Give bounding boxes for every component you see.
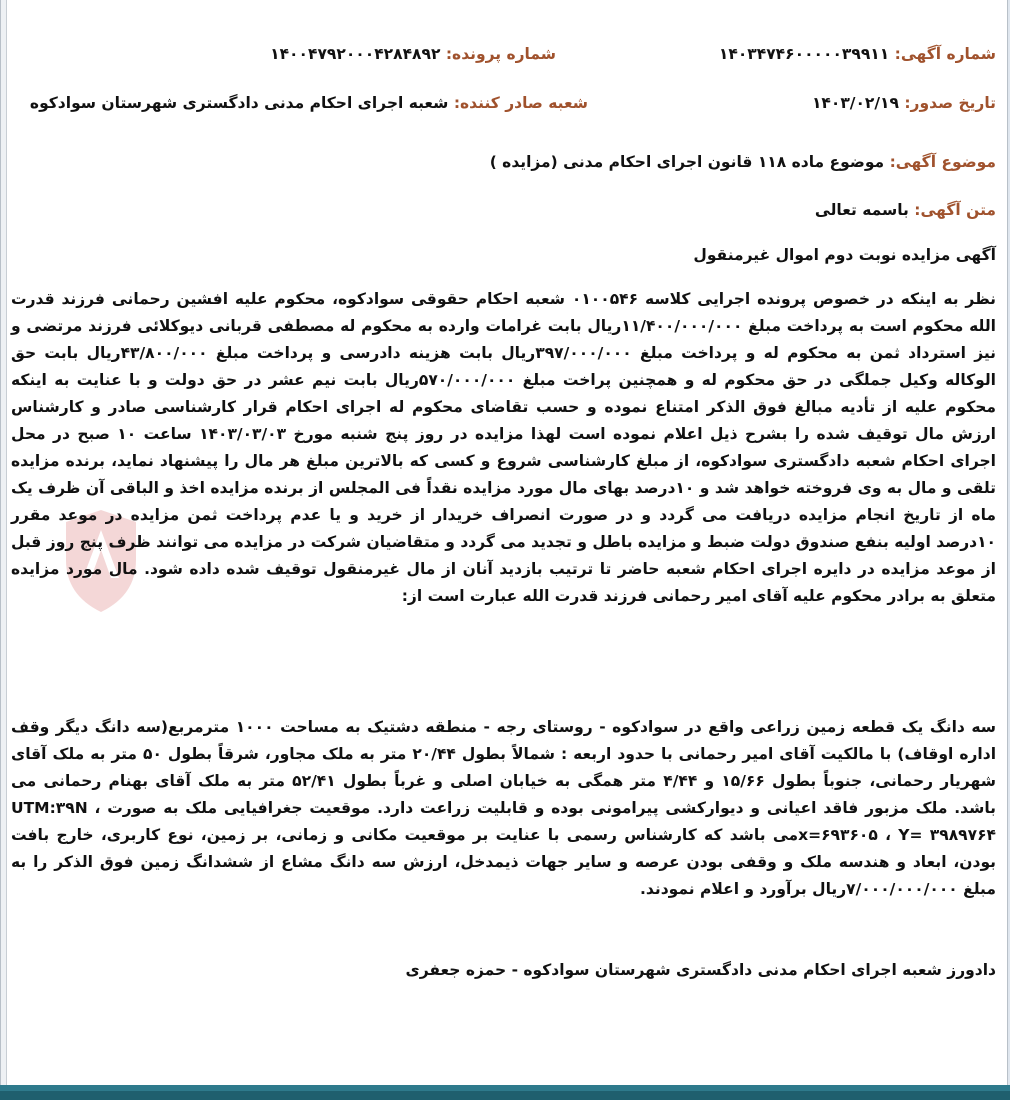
left-frame-edge (1, 0, 7, 1085)
text-row (11, 197, 996, 227)
announcement-content (11, 0, 996, 1085)
signature-line: دادورز شعبه اجرای احکام مدنی دادگستری شهرستان سوادکوه - حمزه جعفری (405, 961, 996, 979)
announcement-paragraph-1: نظر به اینکه در خصوص پرونده اجرایی کلاسه ۰۱۰۰۵۴۶ شعبه احکام حقوقی سوادکوه، محکوم علیه افشین رحمانی فرزند قدرت الله محکوم است به پرداخت مبلغ ۱۱/۴۰۰/۰۰۰/۰۰۰ریال بابت غرامات وارده به محکوم له مصطفی قربانی دیوکلائی فرزند مرتضی و نیز استرداد ثمن به محکوم له و پرداخت مبلغ ۳۹۷/۰۰۰/۰۰۰ریال بابت هزینه دادرسی و پرداخت مبلغ ۴۳/۸۰۰/۰۰۰ریال بابت حق الوکاله وکیل جملگی در حق محکوم له و همچنین پراخت مبلغ ۵۷۰/۰۰۰/۰۰۰ریال بابت نیم عشر در حق دولت و با عنایت به اینکه محکوم علیه از تأدیه مبالغ فوق الذکر امتناع نموده و حسب تقاضای محکوم له اجرای احکام قرار کارشناسی صادر و کارشناس ارزش مال توقیف شده را بشرح ذیل اعلام نموده است لهذا مزایده در روز پنج شنبه مورخ ۱۴۰۳/۰۳/۰۳ ساعت ۱۰ صبح در محل اجرای احکام شعبه دادگستری سوادکوه، از مبلغ کارشناسی شروع و کسی که بالاترین مبلغ هر مال را پیشنهاد نماید، برنده مزایده تلقی و مال به وی فروخته خواهد شد و ۱۰درصد بهای مال مورد مزایده نقداً فی المجلس از برنده مزایده اخذ و الباقی آن ظرف یک ماه از تاریخ انجام مزایده دریافت می گردد و در صورت انصراف خریدار از خرید و یا عدم پرداخت ثمن مزایده در موعد مقرر ۱۰درصد اولیه بنفع صندوق دولت ضبط و مزایده باطل و تجدید می گردد و متقاضیان شرکت در مزایده می توانند ظرف پنج روز قبل از موعد مزایده در دایره اجرای احکام شعبه حاضر تا ترتیب بازدید آنان از مال غیرمنقول توقیف شده داده شود. مال مورد مزایده متعلق به برادر محکوم علیه آقای امیر رحمانی فرزند قدرت الله عبارت است از: (11, 290, 996, 605)
ad-number (719, 41, 996, 68)
issuer (30, 90, 588, 117)
subject (490, 149, 996, 176)
issue-date (812, 90, 996, 117)
text-intro (815, 197, 996, 224)
case-number-label: شماره پرونده: (445, 45, 556, 63)
issuer-label: شعبه صادر کننده: (453, 94, 588, 112)
header-row-2 (11, 90, 996, 120)
case-number (270, 41, 556, 68)
subject-label: موضوع آگهی: (889, 153, 996, 171)
announcement-heading: آگهی مزایده نوبت دوم اموال غیرمنقول (693, 246, 996, 264)
text-label: متن آگهی: (914, 201, 996, 219)
ad-number-value: ۱۴۰۳۴۷۴۶۰۰۰۰۰۳۹۹۱۱ (718, 45, 890, 63)
bottom-taskbar-shadow (0, 1091, 1010, 1100)
subject-row (11, 149, 996, 179)
issuer-value: شعبه اجرای احکام مدنی دادگستری شهرستان سوادکوه (29, 94, 449, 112)
text-value: باسمه تعالی (814, 201, 909, 219)
announcement-paragraph-2: سه دانگ یک قطعه زمین زراعی واقع در سوادکوه - روستای رجه - منطقه دشتیک به مساحت ۱۰۰۰ مترمربع(سه دانگ دیگر وقف اداره اوقاف) با مالکیت آقای امیر رحمانی با حدود اربعه : شمالاً بطول ۲۰/۴۴ متر به ملک مجاور، شرقاً بطول ۵۰ متر به ملک آقای شهریار رحمانی، جنوباً بطول ۱۵/۶۶ و ۴/۴۴ متر همگی به خیابان اصلی و غرباً بطول ۵۲/۴۱ متر به ملک آقای بهنام رحمانی می باشد. ملک مزبور فاقد اعیانی و دیوارکشی پیرامونی بوده و قابلیت زراعت دارد. موقعیت جغرافیایی ملک به صورت UTM:۳۹N ، x=۶۹۳۶۰۵ ، Y= ۳۹۸۹۷۶۴می باشد که کارشناس رسمی با عنایت بر موقعیت مکانی و زمانی، بر زمین، نوع کاربری، خارج بافت بودن، ابعاد و هندسه ملک و وقفی بودن عرصه و سایر جهات ذیمدخل، ارزش سه دانگ مشاع از ششدانگ زمین فوق الذکر را به مبلغ ۷/۰۰۰/۰۰۰/۰۰۰ریال برآورد و اعلام نمودند. (11, 718, 997, 898)
issue-date-value: ۱۴۰۳/۰۲/۱۹ (811, 94, 899, 112)
case-number-value: ۱۴۰۰۴۷۹۲۰۰۰۴۲۸۴۸۹۲ (270, 45, 441, 63)
issue-date-label: تاریخ صدور: (904, 94, 996, 112)
header-row-1 (11, 41, 996, 71)
subject-value: موضوع ماده ۱۱۸ قانون اجرای احکام مدنی (مزایده ) (489, 153, 885, 171)
ad-number-label: شماره آگهی: (894, 45, 996, 63)
